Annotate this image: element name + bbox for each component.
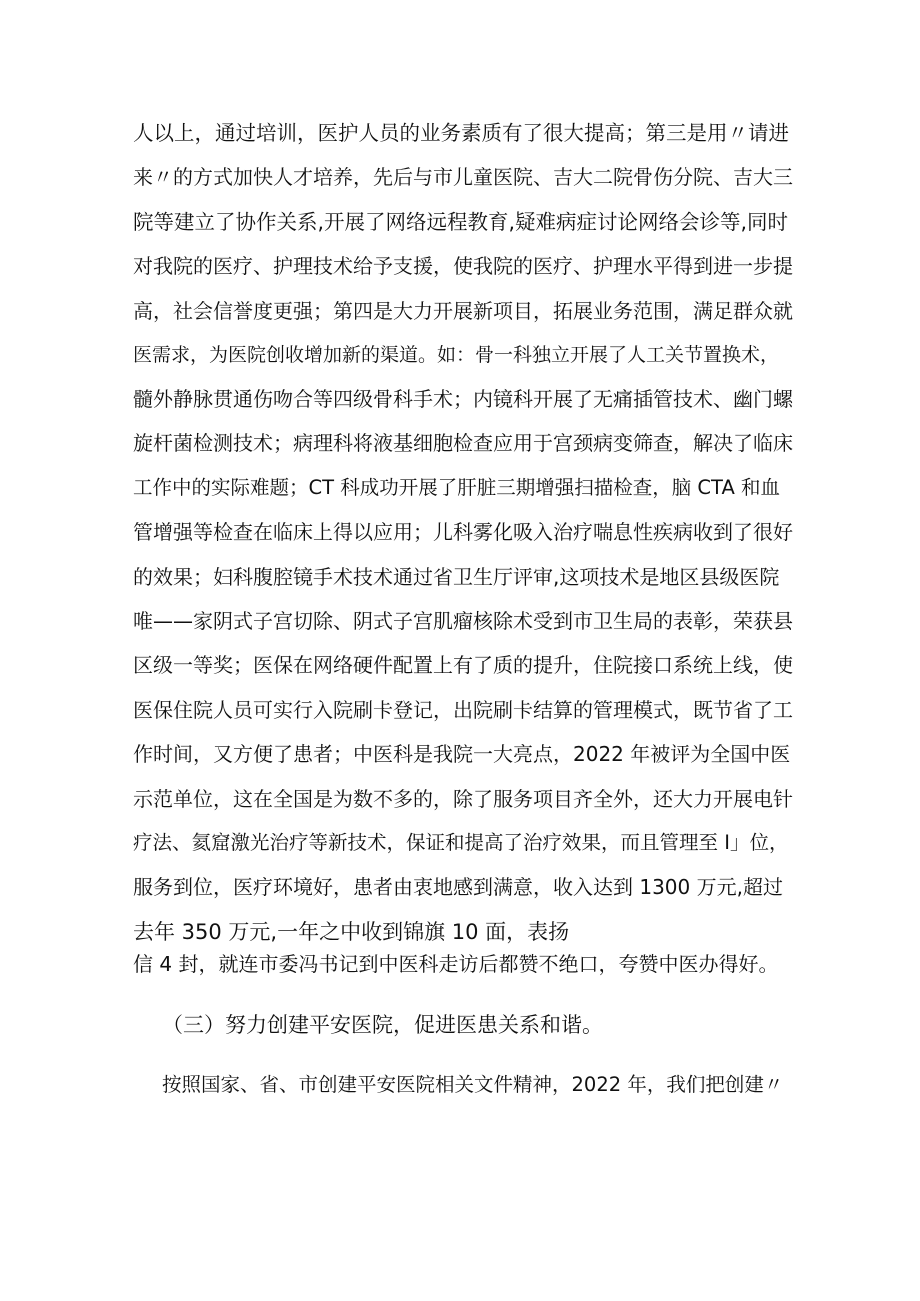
text-line: 院等建立了协作关系,开展了网络远程教育,疑难病症讨论网络会诊等,同时 [133,210,789,234]
text-line: 医保住院人员可实行入院刷卡登记，出院刷卡结算的管理模式，既节省了工 [133,698,793,722]
text-line: 管增强等检查在临床上得以应用；儿科雾化吸入治疗喘息性疾病收到了很好 [133,520,793,544]
text-line: 髓外静脉贯通伤吻合等四级骨科手术；内镜科开展了无痛插管技术、幽门螺 [133,387,793,411]
text-line: 的效果；妇科腹腔镜手术技术通过省卫生厅评审,这项技术是地区县级医院 [133,565,780,589]
text-line: 来〃的方式加快人才培养，先后与市儿童医院、吉大二院骨伤分院、吉大三 [133,165,793,189]
text-line: 信 4 封，就连市委冯书记到中医科走访后都赞不绝口，夸赞中医办得好。 [133,952,779,976]
text-line: 唯——家阴式子宫切除、阴式子宫肌瘤核除术受到市卫生局的表彰，荣获县 [133,609,793,633]
paragraph-first-line: 按照国家、省、市创建平安医院相关文件精神，2022 年，我们把创建〃 [162,1073,784,1096]
text-line: 医需求，为医院创收增加新的渠道。如：骨一科独立开展了人工关节置换术， [133,344,780,366]
text-line: 作时间，又方便了患者；中医科是我院一大亮点，2022 年被评为全国中医 [133,742,791,766]
text-line: 旋杆菌检测技术；病理科将液基细胞检查应用于宫颈病变筛查，解决了临床 [133,431,793,455]
text-line: 高，社会信誉度更强；第四是大力开展新项目，拓展业务范围，满足群众就 [133,299,793,323]
text-line: 去年 350 万元,一年之中收到锦旗 10 面，表扬 [133,920,570,944]
text-line: 服务到位，医疗环境好，患者由衷地感到满意，收入达到 1300 万元,超过 [133,875,783,899]
text-line: 示范单位，这在全国是为数不多的，除了服务项目齐全外，还大力开展电针 [133,787,793,811]
section-heading: （三）努力创建平安医院，促进医患关系和谐。 [162,1013,603,1037]
text-line: 工作中的实际难题；CT 科成功开展了肝脏三期增强扫描检查，脑 CTA 和血 [133,476,780,499]
text-line: 区级一等奖；医保在网络硬件配置上有了质的提升，住院接口系统上线，使 [133,653,793,677]
text-line: 人以上，通过培训，医护人员的业务素质有了很大提高；第三是用〃请进 [133,121,789,145]
text-line: 对我院的医疗、护理技术给予支援，使我院的医疗、护理水平得到进一步提 [133,254,793,278]
text-line: 疗法、氦窟激光治疗等新技术，保证和提高了治疗效果，而且管理至 I」位， [133,831,789,854]
